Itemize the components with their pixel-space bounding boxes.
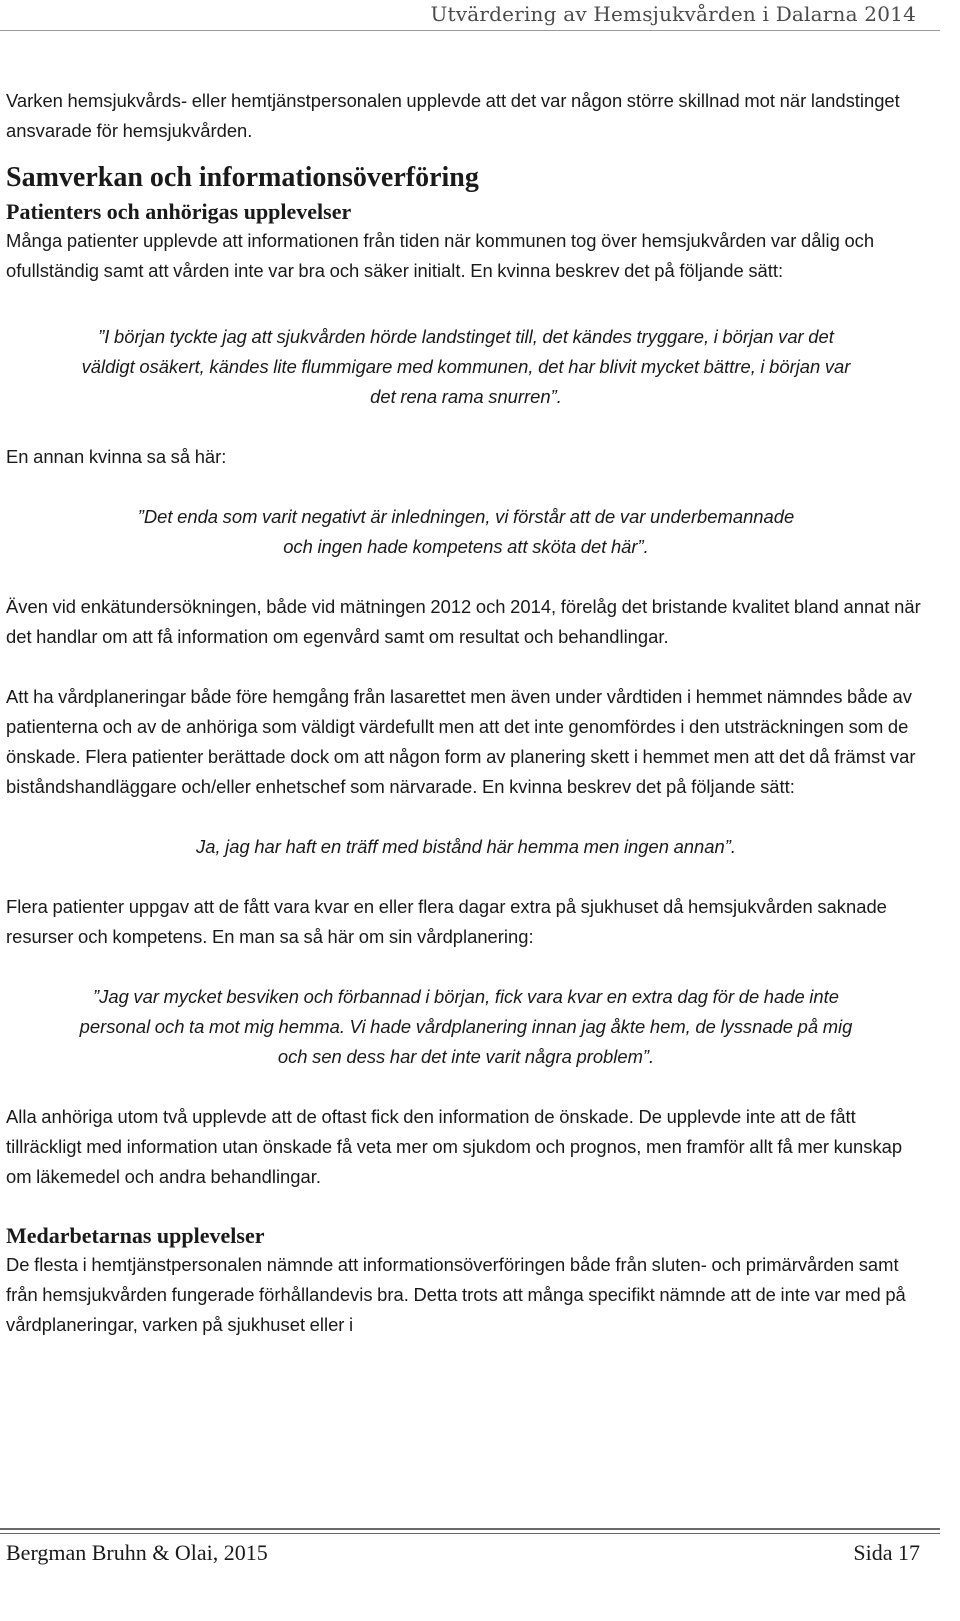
footer-divider-thick (0, 1528, 940, 1530)
page-content (6, 86, 926, 1340)
page-header (0, 0, 960, 34)
paragraph-survey: Även vid enkätundersökningen, både vid mätningen 2012 och 2014, förelåg det bristande kvalitet bland annat när det handlar om att få information om egenvård samt om resultat och behandlingar. (6, 596, 921, 647)
subsection-title-staff: Medarbetarnas upplevelser (6, 1223, 265, 1248)
paragraph-relatives: Alla anhöriga utom två upplevde att de oftast fick den information de önskade. De upplevde inte att de fått tillräckligt med information utan önskade få veta mer om sjukdom och prognos, men framför allt få mer kunskap om läkemedel och andra behandlingar. (6, 1106, 903, 1187)
section-title: Samverkan och informationsöverföring (6, 162, 479, 193)
paragraph-care-planning: Att ha vårdplaneringar både före hemgång från lasarettet men även under vårdtiden i hemmet nämndes både av patienterna och av de anhöriga som väldigt värdefullt men att det inte genomfördes i den utsträckningen som de önskade. Flera patienter berättade dock om att någon form av planering skett i hemmet men att det då främst var biståndshandläggare och/eller enhetschef som närvarade. En kvinna beskrev det på följande sätt: (6, 686, 916, 797)
intro-paragraph: Varken hemsjukvårds- eller hemtjänstpersonalen upplevde att det var någon större skillnad mot när landstinget ansvarade för hemsjukvården. (6, 90, 900, 141)
quote-woman-1: ”I början tyckte jag att sjukvården hörde landstinget till, det kändes tryggare, i början var det väldigt osäkert, kändes lite flummigare med kommunen, det har blivit mycket bättre, i början var det rena rama snurren”. (81, 326, 851, 407)
paragraph-extra-days: Flera patienter uppgav att de fått vara kvar en eller flera dagar extra på sjukhuset då hemsjukvården saknade resurser och kompetens. En man sa så här om sin vårdplanering: (6, 896, 887, 947)
quote-woman-3: Ja, jag har haft en träff med bistånd här hemma men ingen annan”. (196, 836, 736, 857)
quote-man: ”Jag var mycket besviken och förbannad i början, fick vara kvar en extra dag för de hade inte personal och ta mot mig hemma. Vi hade vårdplanering innan jag åkte hem, de lyssnade på mig och sen dess har det inte varit några problem”. (79, 986, 853, 1067)
quote-woman-2: ”Det enda som varit negativt är inledningen, vi förstår att de var underbemannade och ingen hade kompetens att sköta det här”. (137, 506, 795, 557)
header-divider (0, 30, 940, 31)
header-title: Utvärdering av Hemsjukvården i Dalarna 2014 (430, 2, 916, 26)
paragraph-patients-information: Många patienter upplevde att informationen från tiden när kommunen tog över hemsjukvården var dålig och ofullständig samt att vården inte var bra och säker initialt. En kvinna beskrev det på följande sätt: (6, 230, 875, 281)
footer-authors: Bergman Bruhn & Olai, 2015 (6, 1540, 268, 1565)
paragraph-staff: De flesta i hemtjänstpersonalen nämnde att informationsöverföringen både från sluten- och primärvården samt från hemsjukvården fungerade förhållandevis bra. Detta trots att många specifikt nämnde att de inte var med på vårdplaneringar, varken på sjukhuset eller i (6, 1254, 906, 1335)
footer-divider-thin (0, 1533, 940, 1534)
footer-page-number: Sida 17 (853, 1540, 920, 1565)
subsection-title-patients: Patienters och anhörigas upplevelser (6, 199, 352, 224)
paragraph-another-woman: En annan kvinna sa så här: (6, 446, 227, 467)
